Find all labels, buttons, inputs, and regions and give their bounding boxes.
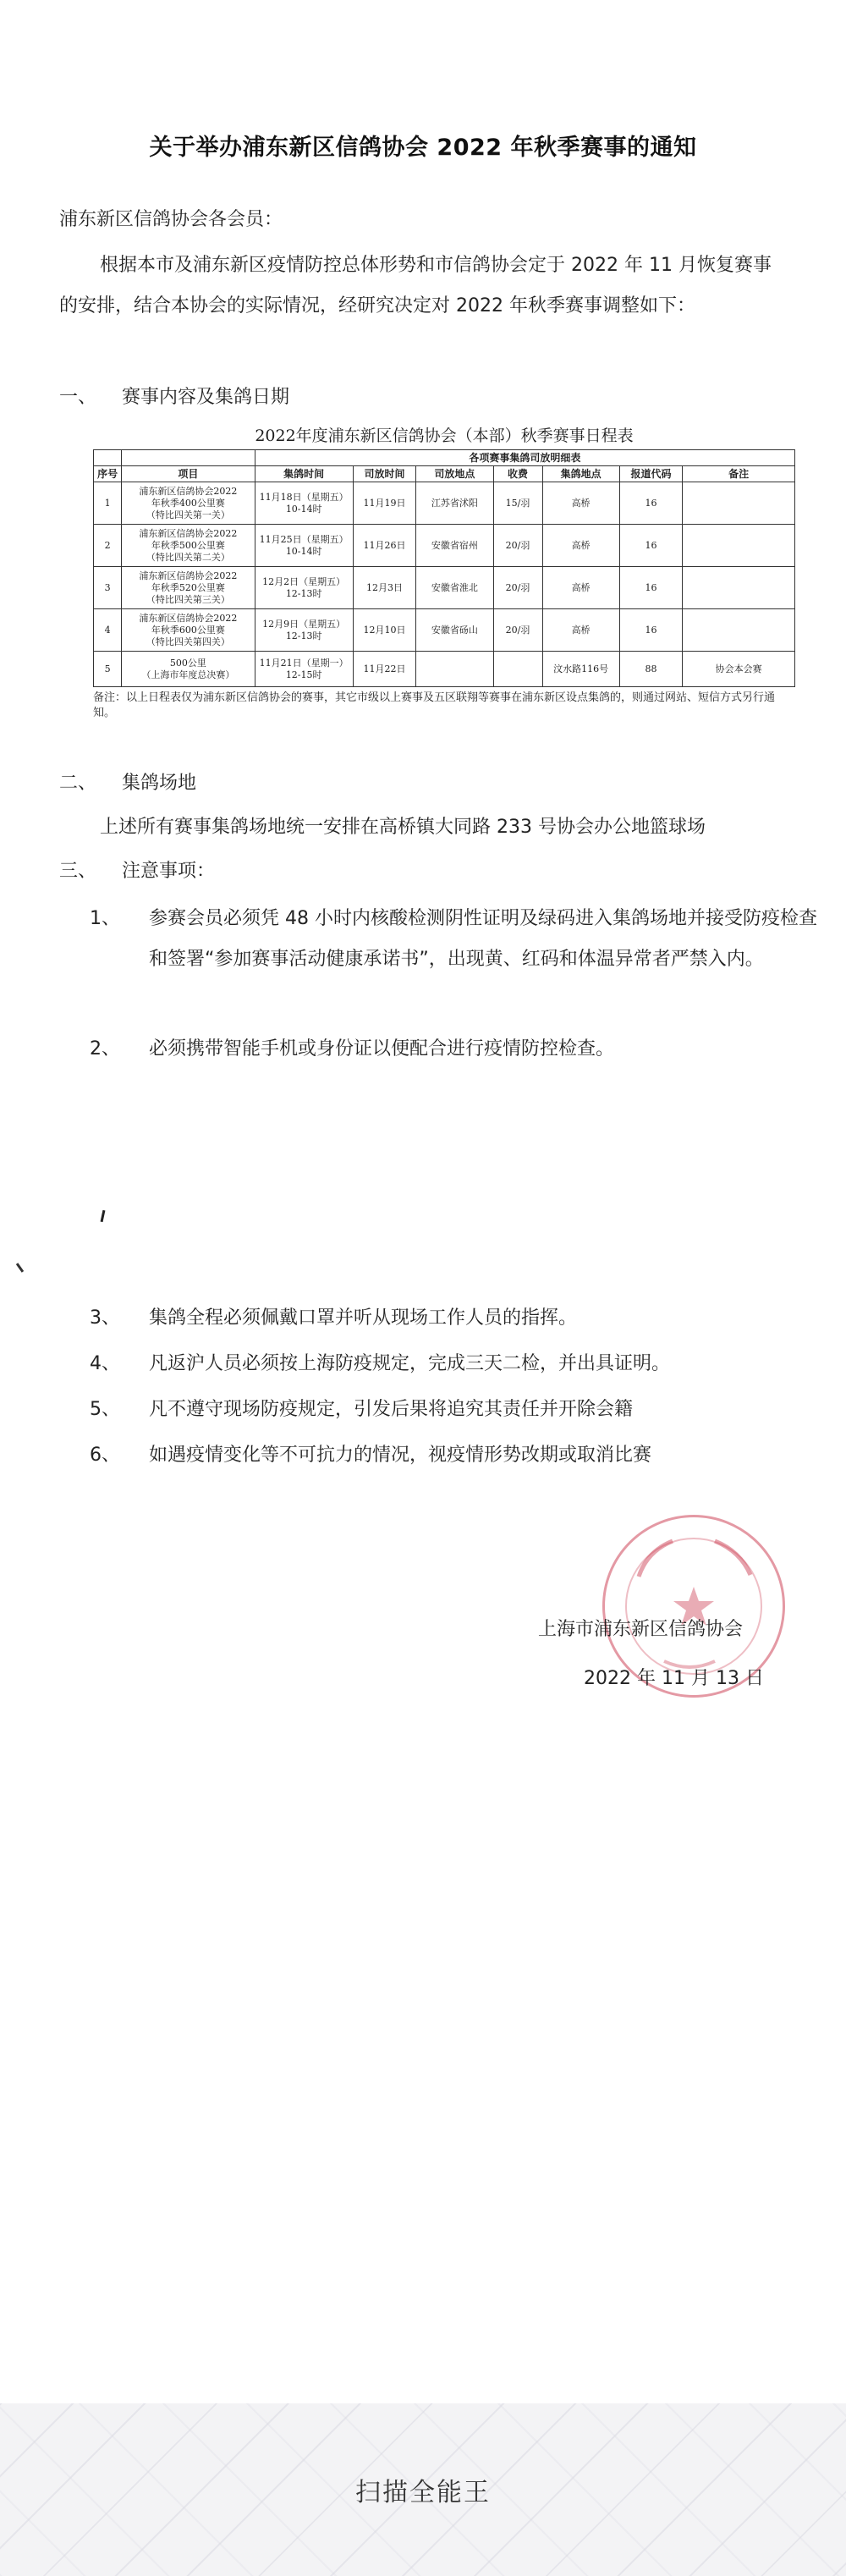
section-number: 一、: [59, 387, 97, 408]
item-number: 2、: [90, 1038, 120, 1060]
table-cell: 11月18日（星期五） 10-14时: [255, 482, 353, 525]
table-cell: 11月26日: [353, 525, 416, 567]
table-cell: 11月25日（星期五） 10-14时: [255, 525, 353, 567]
table-row: [94, 567, 795, 609]
header-cell: 报道代码: [619, 466, 683, 482]
schedule-table: [93, 449, 795, 687]
table-cell: 浦东新区信鸽协会2022 年秋季400公里赛 （特比四关第一关）: [122, 482, 255, 525]
table-row: [94, 652, 795, 687]
table-cell: 88: [619, 652, 683, 687]
salutation: 浦东新区信鸽协会各会员：: [59, 209, 283, 230]
notice-item-2: [90, 1031, 783, 1068]
item-number: 3、: [90, 1307, 120, 1329]
item-text: 如遇疫情变化等不可抗力的情况，视疫情形势改期或取消比赛: [149, 1445, 652, 1466]
item-number: 1、: [90, 908, 120, 929]
item-text: 参赛会员必须凭 48 小时内核酸检测阴性证明及绿码进入集鸽场地并接受防疫检查和签署“参加赛事活动健康承诺书”，出现黄、红码和体温异常者严禁入内。: [149, 908, 817, 970]
table-cell: 安徽省宿州: [416, 525, 493, 567]
header-cell: 集鸽地点: [542, 466, 619, 482]
table-cell: [683, 567, 795, 609]
scan-blank-area: [0, 1151, 846, 1286]
signature-organization: 上海市浦东新区信鸽协会: [538, 1619, 744, 1640]
table-cell: 20/羽: [493, 567, 542, 609]
venue-paragraph: 上述所有赛事集鸽场地统一安排在高桥镇大同路 233 号协会办公地篮球场: [100, 817, 706, 838]
notice-item-3: [90, 1300, 783, 1337]
section-number: 三、: [59, 861, 97, 882]
table-cell: 5: [94, 652, 122, 687]
item-number: 6、: [90, 1445, 120, 1466]
table-cell: 安徽省砀山: [416, 609, 493, 652]
table-cell: 11月21日（星期一） 12-15时: [255, 652, 353, 687]
header-cell: 项目: [122, 466, 255, 482]
table-cell: 15/羽: [493, 482, 542, 525]
header-cell: 备注: [683, 466, 795, 482]
table-cell: [683, 525, 795, 567]
table-cell: 11月22日: [353, 652, 416, 687]
table-cell: 1: [94, 482, 122, 525]
table-cell: 500公里 （上海市年度总决赛）: [122, 652, 255, 687]
section-title: 集鸽场地: [122, 773, 197, 794]
section-number: 二、: [59, 773, 97, 794]
table-row: [94, 525, 795, 567]
table-cell: 汶水路116号: [542, 652, 619, 687]
header-cell: 集鸽时间: [255, 466, 353, 482]
table-header-blank: [94, 450, 122, 466]
table-cell: [416, 652, 493, 687]
table-cell: 浦东新区信鸽协会2022 年秋季500公里赛 （特比四关第二关）: [122, 525, 255, 567]
item-text: 凡不遵守现场防疫规定，引发后果将追究其责任并开除会籍: [149, 1399, 634, 1420]
table-title: 2022年度浦东新区信鸽协会（本部）秋季赛事日程表: [255, 427, 634, 445]
table-cell: [493, 652, 542, 687]
header-cell: 序号: [94, 466, 122, 482]
header-cell: 司放地点: [416, 466, 493, 482]
item-text: 必须携带智能手机或身份证以便配合进行疫情防控检查。: [149, 1038, 615, 1060]
table-cell: 16: [619, 482, 683, 525]
table-cell: 20/羽: [493, 525, 542, 567]
table-cell: 20/羽: [493, 609, 542, 652]
header-cell: 收费: [493, 466, 542, 482]
notice-item-4: [90, 1346, 783, 1383]
item-number: 5、: [90, 1399, 120, 1420]
schedule-table-scan: [93, 423, 795, 721]
document-title: 关于举办浦东新区信鸽协会 2022 年秋季赛事的通知: [149, 135, 697, 161]
table-row: [94, 609, 795, 652]
table-cell: 2: [94, 525, 122, 567]
section-title: 赛事内容及集鸽日期: [122, 387, 290, 408]
table-cell: 16: [619, 567, 683, 609]
table-cell: 高桥: [542, 609, 619, 652]
table-cell: 3: [94, 567, 122, 609]
table-cell: 4: [94, 609, 122, 652]
scanner-app-brand: 扫描全能王: [355, 2478, 491, 2507]
signature-date: 2022 年 11 月 13 日: [584, 1668, 764, 1689]
table-cell: 12月3日: [353, 567, 416, 609]
table-cell: 协会本会赛: [683, 652, 795, 687]
table-cell: 高桥: [542, 567, 619, 609]
table-cell: [683, 482, 795, 525]
section-heading-1: [59, 379, 289, 416]
table-cell: 12月10日: [353, 609, 416, 652]
notice-item-6: [90, 1437, 783, 1474]
item-number: 4、: [90, 1353, 120, 1374]
notice-item-5: [90, 1391, 783, 1428]
table-note: 备注：以上日程表仅为浦东新区信鸽协会的赛事，其它市级以上赛事及五区联翔等赛事在浦东新区设点集鸽的，则通过网站、短信方式另行通知。: [93, 691, 776, 719]
table-cell: 浦东新区信鸽协会2022 年秋季520公里赛 （特比四关第三关）: [122, 567, 255, 609]
table-header-blank: [122, 450, 255, 466]
section-heading-2: [59, 765, 196, 802]
intro-paragraph: 根据本市及浦东新区疫情防控总体形势和市信鸽协会定于 2022 年 11 月恢复赛事的安排，结合本协会的实际情况，经研究决定对 2022 年秋季赛事调整如下：: [59, 255, 772, 316]
table-cell: 高桥: [542, 482, 619, 525]
notice-item-1: [90, 899, 834, 980]
table-cell: 11月19日: [353, 482, 416, 525]
header-cell: 司放时间: [353, 466, 416, 482]
section-heading-3: [59, 853, 215, 890]
table-cell: 江苏省沭阳: [416, 482, 493, 525]
table-row: [94, 482, 795, 525]
table-cell: 16: [619, 609, 683, 652]
table-cell: 安徽省淮北: [416, 567, 493, 609]
item-text: 凡返沪人员必须按上海防疫规定，完成三天二检，并出具证明。: [149, 1353, 671, 1374]
section-title: 注意事项：: [122, 861, 216, 882]
table-cell: 高桥: [542, 525, 619, 567]
table-cell: 浦东新区信鸽协会2022 年秋季600公里赛 （特比四关第四关）: [122, 609, 255, 652]
table-subheader: 各项赛事集鸽司放明细表: [255, 450, 794, 466]
table-cell: [683, 609, 795, 652]
table-header-row: [94, 466, 795, 482]
table-cell: 16: [619, 525, 683, 567]
item-text: 集鸽全程必须佩戴口罩并听从现场工作人员的指挥。: [149, 1307, 578, 1329]
table-cell: 12月9日（星期五） 12-13时: [255, 609, 353, 652]
table-cell: 12月2日（星期五） 12-13时: [255, 567, 353, 609]
